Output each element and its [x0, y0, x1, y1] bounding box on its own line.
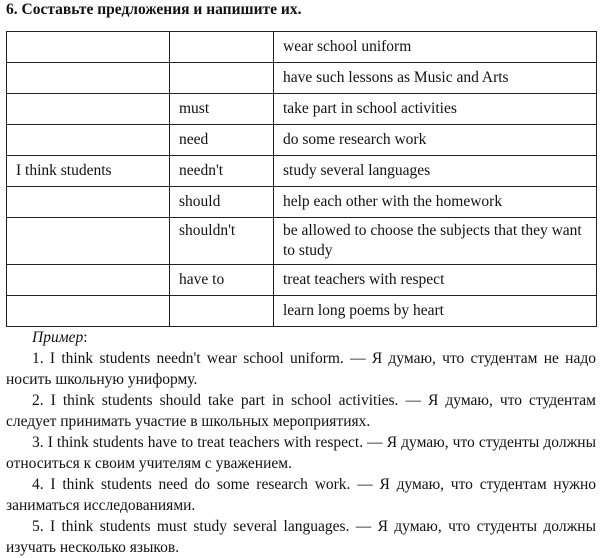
modal-cell: must [170, 94, 274, 125]
subject-cell [7, 187, 170, 218]
table-row [7, 94, 597, 125]
table-row [7, 218, 597, 265]
modal-cell: shouldn't [170, 218, 274, 265]
modal-cell: need [170, 125, 274, 156]
subject-cell: I think students [7, 156, 170, 187]
phrase-cell: have such lessons as Music and Arts [274, 63, 597, 94]
modal-cell: should [170, 187, 274, 218]
phrase-cell: help each other with the homework [274, 187, 597, 218]
table-row [7, 187, 597, 218]
subject-cell [7, 265, 170, 296]
example-item: 4. I think students need do some research work. — Я думаю, что студентам нужно заниматься исследованиями. [6, 476, 596, 514]
subject-cell [7, 63, 170, 94]
modal-cell [170, 296, 274, 327]
example-section [6, 327, 596, 558]
example-item: 5. I think students must study several languages. — Я думаю, что студенты должны изучать несколько языков. [6, 518, 596, 556]
phrase-cell: take part in school activities [274, 94, 597, 125]
phrase-cell: treat teachers with respect [274, 265, 597, 296]
exercise-title: 6. Составьте предложения и напишите их. [6, 1, 302, 18]
phrase-cell: do some research work [274, 125, 597, 156]
table-row [7, 63, 597, 94]
phrase-cell: study several languages [274, 156, 597, 187]
subject-cell [7, 125, 170, 156]
modal-cell [170, 32, 274, 63]
example-item: 3. I think students have to treat teachers with respect. — Я думаю, что студенты должны относиться к своим учителям с уважением. [6, 434, 596, 472]
example-label [6, 327, 596, 348]
table-row [7, 125, 597, 156]
example-item: 1. I think students needn't wear school uniform. — Я думаю, что студентам не надо носить школьную униформу. [6, 350, 596, 388]
phrase-cell: be allowed to choose the subjects that they want to study [274, 218, 597, 265]
table-row [7, 296, 597, 327]
phrase-cell: learn long poems by heart [274, 296, 597, 327]
table-row [7, 32, 597, 63]
sentence-builder-table [6, 31, 597, 327]
modal-cell [170, 63, 274, 94]
example-label-text: Пример [32, 329, 84, 346]
subject-cell [7, 94, 170, 125]
example-item: 2. I think students should take part in school activities. — Я думаю, что студентам следует принимать участие в школьных мероприятиях. [6, 392, 596, 430]
example-label-colon: : [83, 329, 88, 346]
subject-cell [7, 32, 170, 63]
subject-cell [7, 218, 170, 265]
modal-cell: have to [170, 265, 274, 296]
table-row [7, 265, 597, 296]
subject-cell [7, 296, 170, 327]
table-row [7, 156, 597, 187]
modal-cell: needn't [170, 156, 274, 187]
phrase-cell: wear school uniform [274, 32, 597, 63]
